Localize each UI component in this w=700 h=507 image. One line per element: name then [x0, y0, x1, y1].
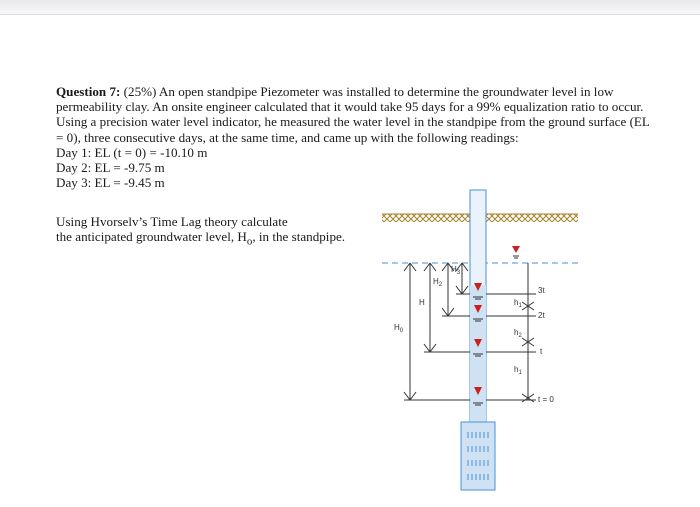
soil-hatch-right — [486, 214, 578, 222]
instruction-line-1: Using Hvorselv’s Time Lag theory calculate — [56, 214, 288, 229]
soil-hatch-left — [382, 214, 470, 222]
label-h3: $h_1$ — [514, 365, 522, 376]
label-H3: $H_3$ — [451, 265, 461, 276]
label-H0: $H_0$ — [394, 323, 404, 334]
label-h1: $h_1$ — [514, 298, 522, 309]
label-2t: 2t — [538, 311, 545, 320]
label-h2: $h_2$ — [514, 328, 522, 339]
gwl-water-marker — [512, 246, 520, 253]
right-dimensions — [486, 263, 536, 402]
label-H2: $H_2$ — [433, 277, 443, 288]
instruction-line-2-prefix: the anticipated groundwater level, H — [56, 229, 247, 245]
label-H: H — [419, 298, 425, 307]
reading-day-3: Day 3: EL = -9.45 m — [56, 175, 165, 191]
instruction-line-2-suffix: , in the standpipe. — [252, 229, 346, 245]
label-t: t — [540, 347, 543, 356]
question-label: Question 7: — [56, 84, 121, 99]
reading-day-2: Day 2: EL = -9.75 m — [56, 160, 165, 176]
question-body: (25%) An open standpipe Piezometer was installed to determine the groundwater level in low permeability clay. An onsite engineer calculated that it would take 95 days for a 99% equalization ratio to occur. Using a precision water level indicator, he measured the water level in the standpipe from the ground surface (EL = 0), three consecutive days, at the same time, and came up with the following readings: — [56, 84, 650, 145]
label-3t: 3t — [538, 286, 545, 295]
instruction-line-2-sub: o — [246, 235, 253, 248]
label-t0: t = 0 — [538, 395, 554, 404]
reading-day-1: Day 1: EL (t = 0) = -10.10 m — [56, 144, 208, 160]
piezometer-tip — [461, 422, 495, 490]
